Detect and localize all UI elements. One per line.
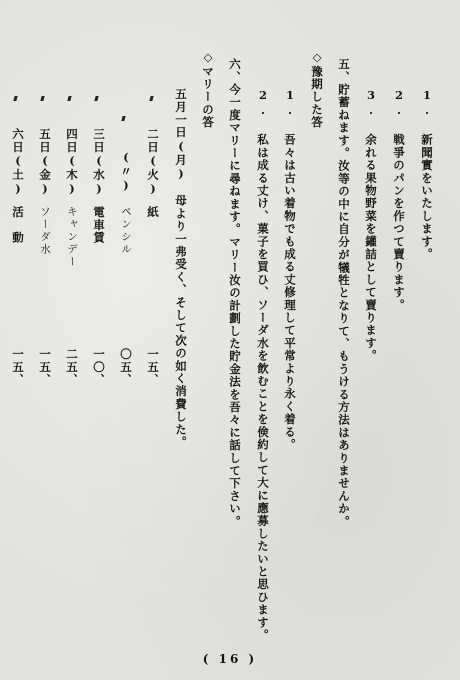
ledger-day: 四日(木)	[65, 128, 79, 197]
item-3: 3. 余れる果物野菜を鑵詰として賣ります。	[364, 88, 378, 363]
ditto-mark	[94, 96, 98, 101]
ditto-mark	[149, 96, 153, 101]
answer-2: 2. 私は成る丈け、菓子を買ひ、ソーダ水を飲むことを倹約して大に應募したいと思ひます。	[256, 88, 270, 642]
ditto-mark	[13, 96, 17, 101]
question-6: 六、今一度マリーに尋ねます。マリー汝の計劃した貯金法を吾々に話して下さい。	[228, 58, 242, 528]
ledger-day: 二日(火)	[146, 128, 160, 197]
ledger-item: 紙	[146, 206, 160, 219]
ditto-mark	[121, 116, 125, 121]
ledger-day: 五日(金)	[38, 128, 52, 197]
page-number: ( 16 )	[202, 652, 258, 666]
ledger-item: ソーダ水	[39, 206, 51, 256]
ledger-day: 六日(土)	[11, 128, 25, 197]
expected-answer-title: ◇豫期した答	[310, 50, 324, 129]
ledger-day: 三日(水)	[92, 128, 106, 197]
ledger-item: ペンシル	[120, 206, 132, 256]
answer-1: 1. 吾々は古い着物でも成る丈修理して平常より永く着る。	[283, 88, 297, 452]
item-1: 1. 新聞實をいたします。	[420, 88, 434, 261]
ledger-amount: 一五、	[146, 348, 160, 387]
question-5: 五、貯蓄ねます。汝等の中に自分が犠牲となりて、もうける方法はありませんか。	[337, 58, 351, 528]
ledger-item: 活 動	[11, 206, 25, 245]
ledger-amount: 一〇、	[92, 348, 106, 387]
mary-intro: 五月一日(月) 母より一弗受く、そして次の如く消費した。	[174, 88, 188, 449]
ledger-amount: 〇五、	[119, 348, 133, 387]
ledger-amount: 一五、	[11, 348, 25, 387]
ditto-mark	[67, 96, 71, 101]
mary-answer-title: ◇マリーの答	[201, 50, 215, 129]
ledger-amount: 一五、	[38, 348, 52, 387]
ledger-day: (〃)	[119, 150, 133, 194]
item-2: 2. 戦爭のパンを作つて賣ります。	[392, 88, 406, 312]
ledger-item: 電車賃	[92, 206, 106, 245]
ditto-mark	[40, 96, 44, 101]
ledger-item: キャンデー	[66, 206, 78, 269]
ledger-amount: 二五、	[65, 348, 79, 387]
